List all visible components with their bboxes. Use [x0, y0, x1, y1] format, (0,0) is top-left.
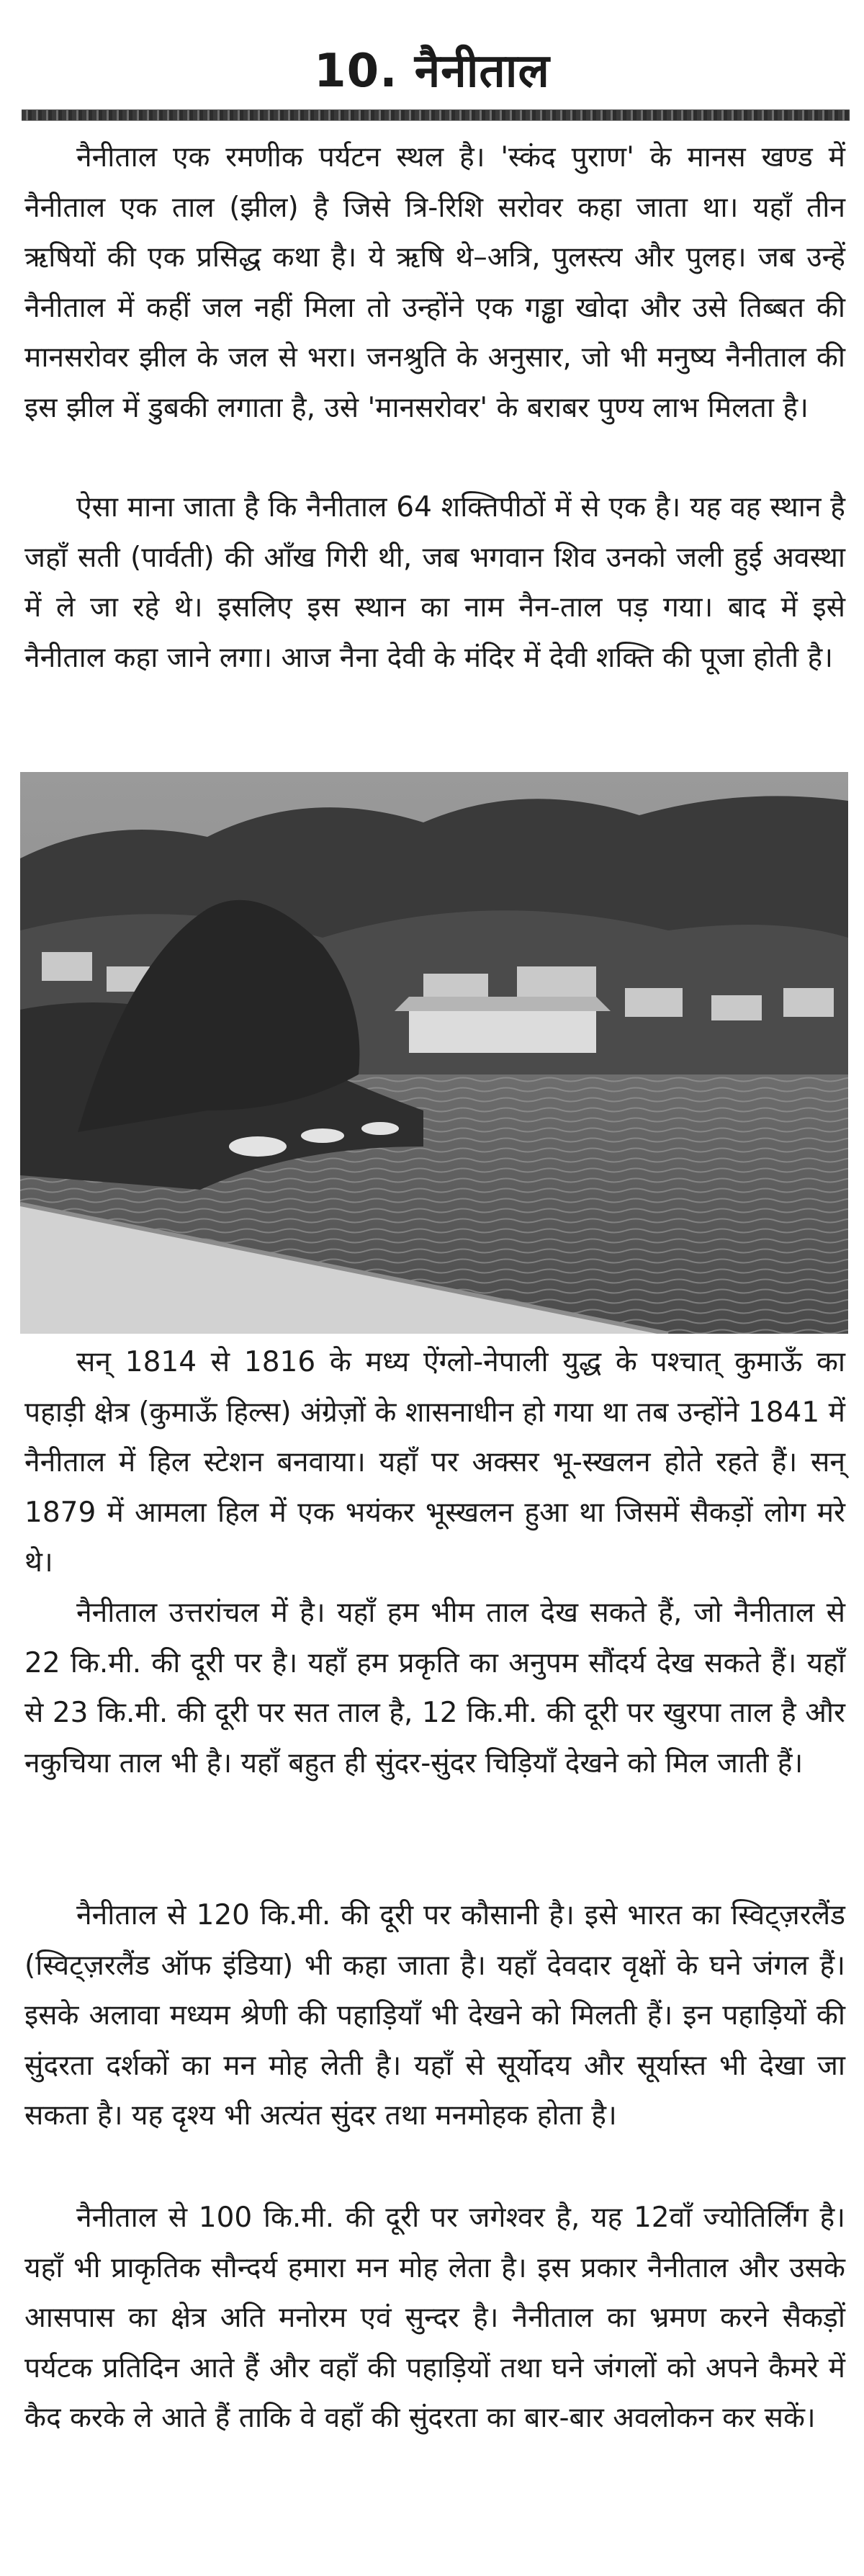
paragraph-4: नैनीताल उत्तरांचल में है। यहाँ हम भीम ताल देख सकते हैं, जो नैनीताल से 22 कि.मी. की दूरी पर है। यहाँ हम प्रकृति का अनुपम सौंदर्य देख सकते हैं। यहाँ से 23 कि.मी. की दूरी पर सत ताल है, 12 कि.मी. की दूरी पर खुरपा ताल है और नकुचिया ताल भी है। यहाँ बहुत ही सुंदर-सुंदर चिड़ियाँ देखने को मिल जाती हैं। — [24, 1597, 845, 1780]
paragraph-6: नैनीताल से 100 कि.मी. की दूरी पर जगेश्वर है, यह 12वाँ ज्योतिर्लिंग है। यहाँ भी प्राकृतिक सौन्दर्य हमारा मन मोह लेता है। इस प्रकार नैनीताल और उसके आसपास का क्षेत्र अति मनोरम एवं सुन्दर है। नैनीताल का भ्रमण करने सैकड़ों पर्यटक प्रतिदिन आते हैं और वहाँ की पहाड़ियों तथा घने जंगलों को अपने कैमरे में कैद करके ले आते हैं ताकि वे वहाँ की सुंदरता का बार-बार अवलोकन कर सकें। — [24, 2202, 845, 2434]
paragraph-2: ऐसा माना जाता है कि नैनीताल 64 शक्तिपीठों में से एक है। यह वह स्थान है जहाँ सती (पार्वती) की आँख गिरी थी, जब भगवान शिव उनको जली हुई अवस्था में ले जा रहे थे। इसलिए इस स्थान का नाम नैन-ताल पड़ गया। बाद में इसे नैनीताल कहा जाने लगा। आज नैना देवी के मंदिर में देवी शक्ति की पूजा होती है। — [24, 491, 845, 674]
lake-photo-illustration — [20, 772, 848, 1334]
nainital-lake-photo — [20, 772, 848, 1334]
paragraph-3: सन् 1814 से 1816 के मध्य ऐंग्लो-नेपाली युद्ध के पश्चात् कुमाऊँ का पहाड़ी क्षेत्र (कुमाऊँ हिल्स) अंग्रेज़ों के शासनाधीन हो गया था तब उन्होंने 1841 में नैनीताल में हिल स्टेशन बनवाया। यहाँ पर अक्सर भू-स्खलन होते रहते हैं। सन् 1879 में आमला हिल में एक भयंकर भूस्खलन हुआ था जिसमें सैकड़ों लोग मरे थे। — [24, 1346, 845, 1579]
paragraph-1: नैनीताल एक रमणीक पर्यटन स्थल है। 'स्कंद पुराण' के मानस खण्ड में नैनीताल एक ताल (झील) है जिसे त्रि-रिशि सरोवर कहा जाता था। यहाँ तीन ऋषियों की एक प्रसिद्ध कथा है। ये ऋषि थे–अत्रि, पुलस्त्य और पुलह। जब उन्हें नैनीताल में कहीं जल नहीं मिला तो उन्होंने एक गड्ढा खोदा और उसे तिब्बत की मानसरोवर झील के जल से भरा। जनश्रुति के अनुसार, जो भी मनुष्य नैनीताल की इस झील में डुबकी लगाता है, उसे 'मानसरोवर' के बराबर पुण्य लाभ मिलता है। — [24, 141, 845, 424]
paragraph-5: नैनीताल से 120 कि.मी. की दूरी पर कौसानी है। इसे भारत का स्विट्ज़रलैंड (स्विट्ज़रलैंड ऑफ इंडिया) भी कहा जाता है। यहाँ देवदार वृक्षों के घने जंगल हैं। इसके अलावा मध्यम श्रेणी की पहाड़ियाँ भी देखने को मिलती हैं। इन पहाड़ियों की सुंदरता दर्शकों का मन मोह लेती है। यहाँ से सूर्योदय और सूर्यास्त भी देखा जा सकता है। यह दृश्य भी अत्यंत सुंदर तथा मनमोहक होता है। — [24, 1899, 845, 2132]
title-divider — [22, 109, 850, 121]
boathouse — [395, 997, 611, 1053]
page-title: 10. नैनीताल — [314, 45, 550, 98]
